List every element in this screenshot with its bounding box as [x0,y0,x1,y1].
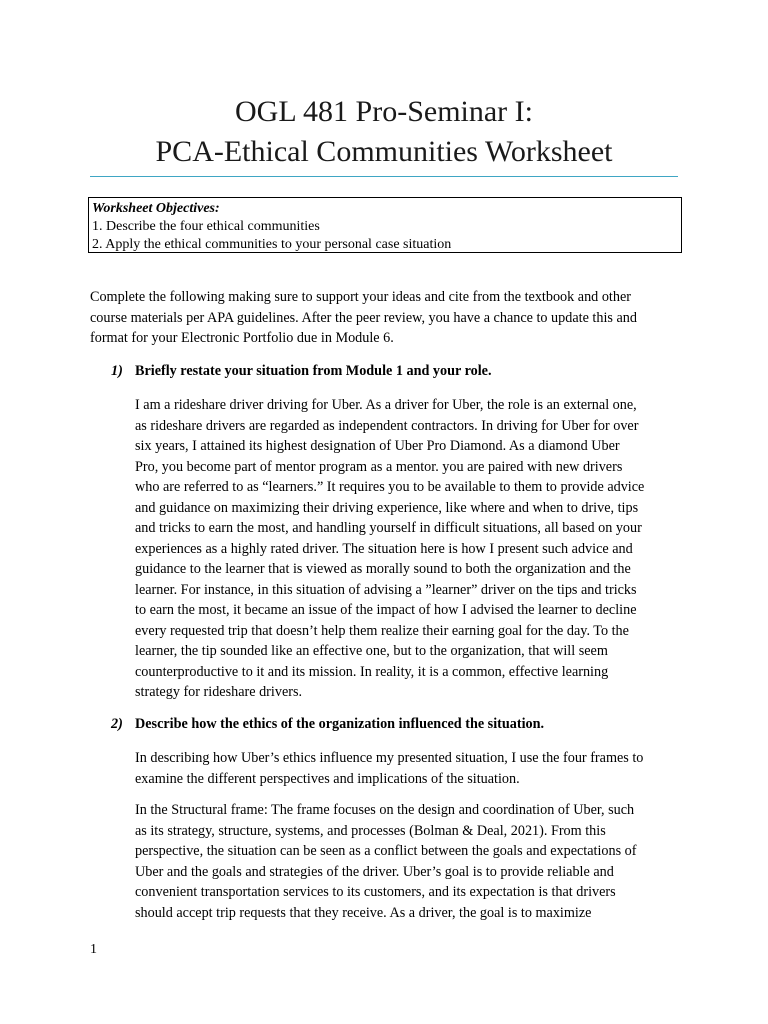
intro-paragraph [90,287,686,349]
objectives-box [88,197,682,253]
answer-line: In describing how Uber’s ethics influence my presented situation, I use the four frames to [135,750,644,766]
answer-line: every requested trip that doesn’t help them realize their earning goal for the day. To the [135,622,629,639]
objective-item: 1. Describe the four ethical communities [92,219,320,234]
question-1-text: Briefly restate your situation from Module 1 and your role. [135,363,492,379]
answer-line: should accept trip requests that they receive. As a driver, the goal is to maximize [135,904,592,921]
answer-line: perspective, the situation can be seen as a conflict between the goals and expectations of [135,843,637,859]
answer-line: Uber and the goals and strategies of the driver. Uber’s goal is to provide reliable and [135,863,614,880]
answer-line: who are referred to as “learners.” It requires you to be available to them to provide advice [135,479,645,495]
answer-line: examine the different perspectives and implications of the situation. [135,770,520,787]
title-divider [90,176,678,177]
question-2-number: 2) [111,716,123,732]
question-2-answer-structural [135,800,683,923]
answer-line: counterproductive to it and its mission. In reality, it is a common, effective learning [135,663,609,680]
objective-item: 2. Apply the ethical communities to your personal case situation [92,237,452,252]
answer-line: learner. For instance, in this situation of advising a ”learner” driver on the tips and tricks [135,581,637,598]
answer-line: as rideshare drivers are regarded as independent contractors. In driving for Uber for over [135,417,639,434]
answer-line: and tricks to earn the most, and handling yourself in difficult situations, all based on your [135,520,642,536]
intro-line: format for your Electronic Portfolio due in Module 6. [90,330,394,346]
answer-line: experiences as a highly rated driver. The situation here is how I present such advice and [135,540,633,557]
answer-line: guidance to the learner that is viewed as morally sound to both the organization and the [135,561,631,577]
answer-line: strategy for rideshare drivers. [135,684,303,700]
answer-line: Pro, you become part of mentor program as a mentor. you are paired with new drivers [135,458,623,475]
document-title-line-1: OGL 481 Pro-Seminar I: [234,95,533,128]
question-1-answer [135,395,683,703]
answer-line: learner, the tip sounded like an effective one, but to the organization, that will seem [135,643,608,659]
question-2-text: Describe how the ethics of the organization influenced the situation. [135,716,545,732]
document-title-line-2: PCA-Ethical Communities Worksheet [155,135,613,168]
question-1-number: 1) [111,363,123,379]
answer-line: In the Structural frame: The frame focuses on the design and coordination of Uber, such [135,802,635,818]
intro-line: Complete the following making sure to support your ideas and cite from the textbook and other [90,289,631,305]
answer-line: and guidance on maximizing their driving experience, like where and when to drive, tips [135,499,639,516]
answer-line: convenient transportation services to its customers, and its expectation is that drivers [135,884,616,900]
answer-line: six years, I attained its highest designation of Uber Pro Diamond. As a diamond Uber [135,438,620,454]
answer-line: to earn the most, it became an issue of the impact of how I advised the learner to decline [135,602,637,618]
page-number: 1 [90,942,97,957]
answer-line: as its strategy, structure, systems, and processes (Bolman & Deal, 2021). From this [135,822,606,839]
answer-line: I am a rideshare driver driving for Uber. As a driver for Uber, the role is an external one, [135,397,637,413]
question-2-answer-intro [135,748,683,789]
intro-line: course materials per APA guidelines. After the peer review, you have a chance to update this and [90,309,637,326]
objectives-heading: Worksheet Objectives: [92,201,220,216]
